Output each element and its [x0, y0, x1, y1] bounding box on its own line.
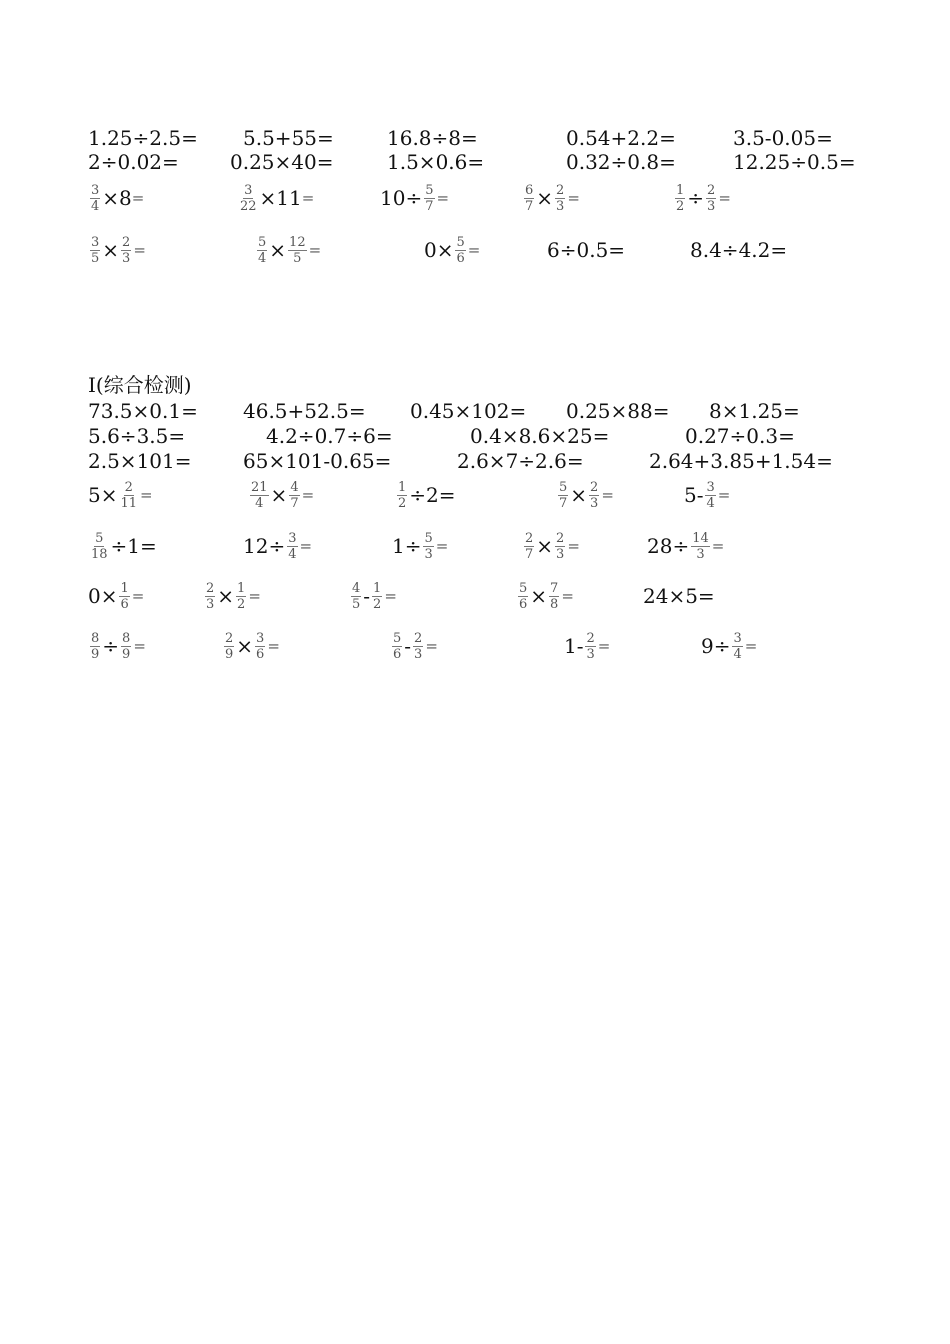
numerator: 1 [398, 479, 407, 495]
operator-text: ÷1= [110, 534, 157, 558]
denominator: 2 [373, 596, 382, 612]
equals-sign: = [140, 486, 153, 504]
operator-text: 1- [564, 634, 584, 658]
numerator: 8 [122, 630, 131, 646]
denominator: 6 [393, 646, 402, 662]
fraction [524, 183, 534, 214]
fraction [255, 631, 265, 662]
fraction [236, 581, 246, 612]
equals-sign: = [131, 587, 145, 605]
denominator: 7 [290, 495, 299, 511]
numerator: 2 [590, 479, 599, 495]
operator-text: 9÷ [701, 634, 731, 658]
numerator: 5 [424, 530, 433, 546]
fraction [549, 581, 559, 612]
operator-text: 0× [424, 238, 454, 262]
denominator: 3 [556, 198, 565, 214]
fraction [119, 581, 129, 612]
fraction [691, 531, 710, 562]
denominator: 9 [225, 646, 234, 662]
operator-text: 12÷ [243, 534, 286, 558]
denominator: 3 [414, 646, 423, 662]
fraction-problem [243, 522, 312, 570]
equals-sign: = [567, 189, 580, 207]
numerator: 5 [519, 580, 528, 596]
denominator: 3 [590, 495, 599, 511]
fraction-problem [564, 622, 610, 670]
fraction-problem [88, 522, 157, 570]
numerator: 2 [556, 530, 565, 546]
numerator: 1 [676, 182, 685, 198]
operator-text: × [269, 238, 287, 262]
fraction-problem [684, 471, 730, 519]
equals-sign: = [435, 537, 449, 555]
fraction-problem [88, 471, 153, 519]
fraction [524, 531, 534, 562]
fraction-problem [255, 226, 321, 274]
denominator: 8 [550, 596, 559, 612]
equals-sign: = [301, 486, 315, 504]
problem: 2.5×101= [88, 449, 192, 473]
numerator: 2 [556, 182, 565, 198]
problem: 0.25×40= [230, 150, 334, 174]
equals-sign: = [717, 486, 731, 504]
fraction-problem-row [0, 622, 950, 670]
fraction [589, 480, 599, 511]
operator-text: 24×5= [643, 584, 715, 608]
fraction [706, 183, 716, 214]
problem: 2.64+3.85+1.54= [649, 449, 833, 473]
equals-sign: = [308, 241, 322, 259]
numerator: 2 [525, 530, 534, 546]
denominator: 11 [120, 495, 138, 511]
operator-text: 0× [88, 584, 118, 608]
equals-sign: = [718, 189, 731, 207]
denominator: 6 [120, 596, 129, 612]
problem: 2.6×7÷2.6= [457, 449, 584, 473]
fraction-problem [516, 572, 574, 620]
fraction-problem-row [0, 572, 950, 620]
fraction-problem-row [0, 471, 950, 519]
fraction-problem [88, 622, 146, 670]
fraction [289, 480, 299, 511]
numerator: 2 [206, 580, 215, 596]
numerator: 6 [525, 182, 534, 198]
fraction [424, 183, 434, 214]
denominator: 4 [258, 250, 267, 266]
numerator: 5 [393, 630, 402, 646]
denominator: 2 [398, 495, 407, 511]
operator-text: - [363, 584, 371, 608]
denominator: 3 [206, 596, 215, 612]
denominator: 4 [706, 495, 715, 511]
fraction-problem [690, 226, 787, 274]
denominator: 4 [91, 198, 100, 214]
operator-text: 10÷ [380, 186, 423, 210]
fraction [257, 235, 267, 266]
numerator: 8 [91, 630, 100, 646]
fraction-problem [248, 471, 314, 519]
problem: 65×101-0.65= [243, 449, 392, 473]
denominator: 7 [525, 546, 534, 562]
denominator: 5 [91, 250, 100, 266]
operator-text: 6÷0.5= [547, 238, 626, 262]
equals-sign: = [601, 486, 614, 504]
fraction-problem [88, 174, 144, 222]
numerator: 7 [550, 580, 559, 596]
fraction-problem [522, 174, 580, 222]
fraction-problem [380, 174, 449, 222]
fraction-problem [522, 522, 580, 570]
fraction-problem [390, 622, 438, 670]
denominator: 6 [256, 646, 265, 662]
operator-text: × [270, 483, 288, 507]
operator-text: × [102, 238, 120, 262]
fraction [455, 235, 465, 266]
problem: 5.5+55= [243, 126, 334, 150]
numerator: 14 [692, 530, 709, 546]
fraction [675, 183, 685, 214]
problem: 1.5×0.6= [387, 150, 485, 174]
operator-text: × [217, 584, 235, 608]
problem: 46.5+52.5= [243, 399, 366, 423]
fraction [397, 480, 407, 511]
denominator: 5 [293, 250, 302, 266]
numerator: 4 [352, 580, 361, 596]
fraction-problem-row [0, 522, 950, 570]
equals-sign: = [425, 637, 438, 655]
equals-sign: = [384, 587, 397, 605]
numerator: 3 [733, 630, 742, 646]
numerator: 2 [707, 182, 716, 198]
equals-sign: = [131, 189, 145, 207]
numerator: 3 [91, 182, 100, 198]
fraction [392, 631, 402, 662]
denominator: 3 [586, 646, 595, 662]
fraction-problem [395, 471, 456, 519]
equals-sign: = [133, 241, 146, 259]
equals-sign: = [248, 587, 261, 605]
fraction [250, 480, 269, 511]
denominator: 6 [519, 596, 528, 612]
numerator: 2 [124, 479, 133, 495]
fraction [121, 235, 131, 266]
fraction [555, 183, 565, 214]
denominator: 2 [676, 198, 685, 214]
fraction [518, 581, 528, 612]
operator-text: × [536, 534, 554, 558]
denominator: 4 [255, 495, 264, 511]
numerator: 1 [237, 580, 246, 596]
problem: 0.54+2.2= [566, 126, 676, 150]
fraction [288, 235, 307, 266]
numerator: 5 [95, 530, 104, 546]
problem: 73.5×0.1= [88, 399, 198, 423]
operator-text: 28÷ [647, 534, 690, 558]
fraction-problem [392, 522, 448, 570]
operator-text: ×11 [259, 186, 302, 210]
denominator: 3 [424, 546, 433, 562]
numerator: 2 [122, 234, 131, 250]
fraction-problem [556, 471, 614, 519]
operator-text: ÷ [102, 634, 120, 658]
operator-text: 8.4÷4.2= [690, 238, 788, 262]
equals-sign: = [267, 637, 280, 655]
fraction [205, 581, 215, 612]
numerator: 4 [290, 479, 299, 495]
problem: 0.25×88= [566, 399, 670, 423]
fraction-problem [203, 572, 261, 620]
operator-text: × [530, 584, 548, 608]
numerator: 1 [120, 580, 129, 596]
numerator: 5 [559, 479, 568, 495]
equals-sign: = [133, 637, 146, 655]
denominator: 18 [91, 546, 108, 562]
problem: 16.8÷8= [387, 126, 478, 150]
numerator: 12 [289, 234, 306, 250]
denominator: 4 [288, 546, 297, 562]
fraction [119, 480, 138, 511]
operator-text: - [404, 634, 412, 658]
numerator: 5 [258, 234, 267, 250]
fraction [351, 581, 361, 612]
problem: 0.32÷0.8= [566, 150, 676, 174]
denominator: 7 [559, 495, 568, 511]
operator-text: × [570, 483, 588, 507]
fraction [90, 183, 100, 214]
operator-text: ÷2= [409, 483, 456, 507]
numerator: 3 [256, 630, 265, 646]
denominator: 6 [456, 250, 465, 266]
fraction [558, 480, 568, 511]
equals-sign: = [467, 241, 481, 259]
problem: 2÷0.02= [88, 150, 179, 174]
fraction [90, 631, 100, 662]
fraction [224, 631, 234, 662]
operator-text: 5× [88, 483, 118, 507]
operator-text: × [536, 186, 554, 210]
fraction-problem [647, 522, 724, 570]
numerator: 3 [288, 530, 297, 546]
numerator: 5 [425, 182, 434, 198]
numerator: 3 [244, 182, 253, 198]
denominator: 3 [707, 198, 716, 214]
fraction [372, 581, 382, 612]
equals-sign: = [597, 637, 611, 655]
equals-sign: = [744, 637, 758, 655]
operator-text: ×8 [102, 186, 132, 210]
equals-sign: = [711, 537, 725, 555]
numerator: 2 [414, 630, 423, 646]
denominator: 9 [91, 646, 100, 662]
equals-sign: = [561, 587, 574, 605]
numerator: 2 [225, 630, 234, 646]
operator-text: 1÷ [392, 534, 422, 558]
fraction [90, 235, 100, 266]
fraction-problem [424, 226, 480, 274]
fraction [705, 480, 715, 511]
equals-sign: = [436, 189, 450, 207]
fraction-problem [349, 572, 397, 620]
fraction [585, 631, 595, 662]
numerator: 21 [251, 479, 268, 495]
fraction [413, 631, 423, 662]
numerator: 5 [456, 234, 465, 250]
denominator: 3 [556, 546, 565, 562]
fraction [732, 631, 742, 662]
section-heading: I(综合检测) [88, 373, 192, 397]
denominator: 7 [425, 198, 434, 214]
fraction-problem [222, 622, 280, 670]
fraction [423, 531, 433, 562]
fraction-problem-row [0, 174, 950, 222]
operator-text: ÷ [687, 186, 705, 210]
fraction [90, 531, 109, 562]
fraction-problem-row [0, 226, 950, 274]
equals-sign: = [299, 537, 313, 555]
denominator: 5 [352, 596, 361, 612]
problem: 1.25÷2.5= [88, 126, 198, 150]
fraction-problem [88, 226, 146, 274]
operator-text: × [236, 634, 254, 658]
fraction-problem [547, 226, 625, 274]
denominator: 22 [240, 198, 257, 214]
fraction [121, 631, 131, 662]
problem: 0.4×8.6×25= [470, 424, 610, 448]
fraction-problem [701, 622, 757, 670]
fraction-problem [643, 572, 715, 620]
numerator: 1 [373, 580, 382, 596]
problem: 4.2÷0.7÷6= [266, 424, 393, 448]
numerator: 3 [706, 479, 715, 495]
denominator: 3 [696, 546, 705, 562]
problem: 8×1.25= [709, 399, 800, 423]
equals-sign: = [301, 189, 315, 207]
numerator: 3 [91, 234, 100, 250]
fraction-problem [237, 174, 314, 222]
fraction [555, 531, 565, 562]
fraction-problem [673, 174, 731, 222]
problem: 0.45×102= [410, 399, 527, 423]
operator-text: 5- [684, 483, 704, 507]
denominator: 9 [122, 646, 131, 662]
problem: 12.25÷0.5= [733, 150, 856, 174]
denominator: 7 [525, 198, 534, 214]
fraction [239, 183, 258, 214]
numerator: 2 [586, 630, 595, 646]
problem: 0.27÷0.3= [685, 424, 795, 448]
denominator: 4 [733, 646, 742, 662]
fraction [287, 531, 297, 562]
denominator: 3 [122, 250, 131, 266]
problem: 3.5-0.05= [733, 126, 833, 150]
fraction-problem [88, 572, 144, 620]
denominator: 2 [237, 596, 246, 612]
equals-sign: = [567, 537, 580, 555]
problem: 5.6÷3.5= [88, 424, 186, 448]
